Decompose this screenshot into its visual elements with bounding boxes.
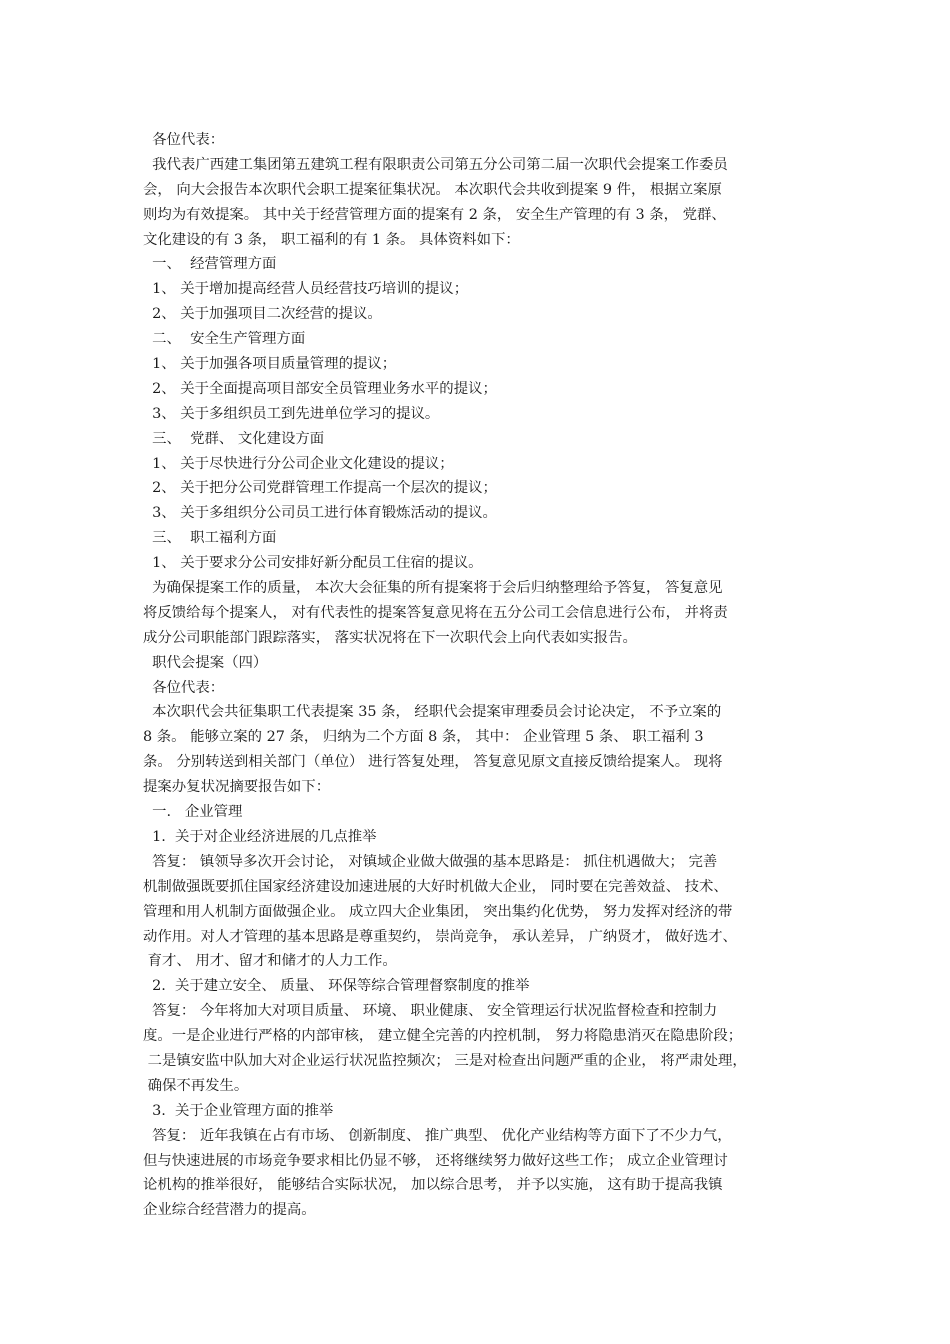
text-line: 1. 关于对企业经济进展的几点推举 bbox=[143, 828, 377, 845]
text-line: 但与快速进展的市场竞争要求相比仍显不够， 还将继续努力做好这些工作； 成立企业管理讨 bbox=[143, 1152, 728, 1169]
text-line: 企业综合经营潜力的提高。 bbox=[143, 1202, 316, 1219]
text-line: 3. 关于企业管理方面的推举 bbox=[143, 1102, 334, 1119]
text-line: 则均为有效提案。 其中关于经营管理方面的提案有 2 条， 安全生产管理的有 3 条， 党群、 bbox=[143, 206, 726, 223]
text-line: 三、 职工福利方面 bbox=[143, 530, 277, 547]
document-body bbox=[143, 128, 823, 1223]
text-line: 三、 党群、 文化建设方面 bbox=[143, 430, 325, 447]
text-line: 2、 关于加强项目二次经营的提议。 bbox=[143, 306, 382, 323]
text-line: 为确保提案工作的质量， 本次大会征集的所有提案将于会后归纳整理给予答复， 答复意见 bbox=[143, 580, 723, 597]
text-line: 会， 向大会报告本次职代会职工提案征集状况。 本次职代会共收到提案 9 件， 根据立案原 bbox=[143, 181, 722, 198]
text-line: 1、 关于加强各项目质量管理的提议； bbox=[143, 356, 397, 373]
text-line: 各位代表： bbox=[143, 132, 225, 148]
text-line: 2、 关于把分公司党群管理工作提高一个层次的提议； bbox=[143, 480, 497, 497]
text-line: 一. 企业管理 bbox=[143, 804, 243, 821]
text-line: 管理和用人机制方面做强企业。 成立四大企业集团， 突出集约化优势， 努力发挥对经济的带 bbox=[143, 903, 733, 920]
text-line: 本次职代会共征集职工代表提案 35 条， 经职代会提案审理委员会讨论决定， 不予立案的 bbox=[143, 704, 722, 721]
text-line: 二、 安全生产管理方面 bbox=[143, 331, 306, 348]
text-line: 8 条。 能够立案的 27 条， 归纳为二个方面 8 条， 其中： 企业管理 5 条、 职工福利 3 bbox=[143, 729, 704, 746]
text-line: 将反馈给每个提案人， 对有代表性的提案答复意见将在五分公司工会信息进行公布， 并将责 bbox=[143, 604, 728, 621]
text-line: 答复： 近年我镇在占有市场、 创新制度、 推广典型、 优化产业结构等方面下了不少力气， bbox=[143, 1127, 732, 1144]
text-line: 答复： 今年将加大对项目质量、 环境、 职业健康、 安全管理运行状况监督检查和控制力 bbox=[143, 1003, 718, 1020]
text-line: 育才、 用才、留才和储才的人力工作。 bbox=[143, 953, 397, 970]
text-line: 1、 关于增加提高经营人员经营技巧培训的提议； bbox=[143, 281, 469, 298]
text-line: 成分公司职能部门跟踪落实， 落实状况将在下一次职代会上向代表如实报告。 bbox=[143, 629, 637, 646]
text-line: 3、 关于多组织员工到先进单位学习的提议。 bbox=[143, 405, 440, 422]
text-line: 二是镇安监中队加大对企业运行状况监控频次； 三是对检查出问题严重的企业， 将严肃处理， bbox=[143, 1052, 747, 1069]
text-line: 一、 经营管理方面 bbox=[143, 256, 277, 273]
text-line: 动作用。对人才管理的基本思路是尊重契约， 崇尚竞争， 承认差异， 广纳贤才， 做好选才、 bbox=[143, 928, 737, 945]
text-line: 机制做强既要抓住国家经济建设加速进展的大好时机做大企业， 同时要在完善效益、 技术、 bbox=[143, 878, 728, 895]
text-line: 我代表广西建工集团第五建筑工程有限职责公司第五分公司第二届一次职代会提案工作委员 bbox=[143, 156, 728, 173]
text-line: 各位代表： bbox=[143, 679, 225, 696]
text-line: 1、 关于要求分公司安排好新分配员工住宿的提议。 bbox=[143, 555, 483, 572]
text-line: 确保不再发生。 bbox=[143, 1077, 249, 1094]
text-line: 论机构的推举很好， 能够结合实际状况， 加以综合思考， 并予以实施， 这有助于提高我镇 bbox=[143, 1177, 723, 1194]
text-line: 2、 关于全面提高项目部安全员管理业务水平的提议； bbox=[143, 380, 497, 397]
text-line: 文化建设的有 3 条， 职工福利的有 1 条。 具体资料如下： bbox=[143, 231, 520, 248]
text-line: 答复： 镇领导多次开会讨论， 对镇域企业做大做强的基本思路是： 抓住机遇做大； 完善 bbox=[143, 853, 718, 870]
text-line: 度。一是企业进行严格的内部审核， 建立健全完善的内控机制， 努力将隐患消灭在隐患阶段； bbox=[143, 1028, 743, 1045]
text-line: 2. 关于建立安全、 质量、 环保等综合管理督察制度的推举 bbox=[143, 978, 530, 995]
text-line: 提案办复状况摘要报告如下： bbox=[143, 779, 331, 796]
text-line: 职代会提案（四） bbox=[143, 654, 268, 671]
text-line: 3、 关于多组织分公司员工进行体育锻炼活动的提议。 bbox=[143, 505, 497, 522]
text-line: 条。 分别转送到相关部门（单位） 进行答复处理， 答复意见原文直接反馈给提案人。 现将 bbox=[143, 754, 723, 771]
text-line: 1、 关于尽快进行分公司企业文化建设的提议； bbox=[143, 455, 454, 472]
